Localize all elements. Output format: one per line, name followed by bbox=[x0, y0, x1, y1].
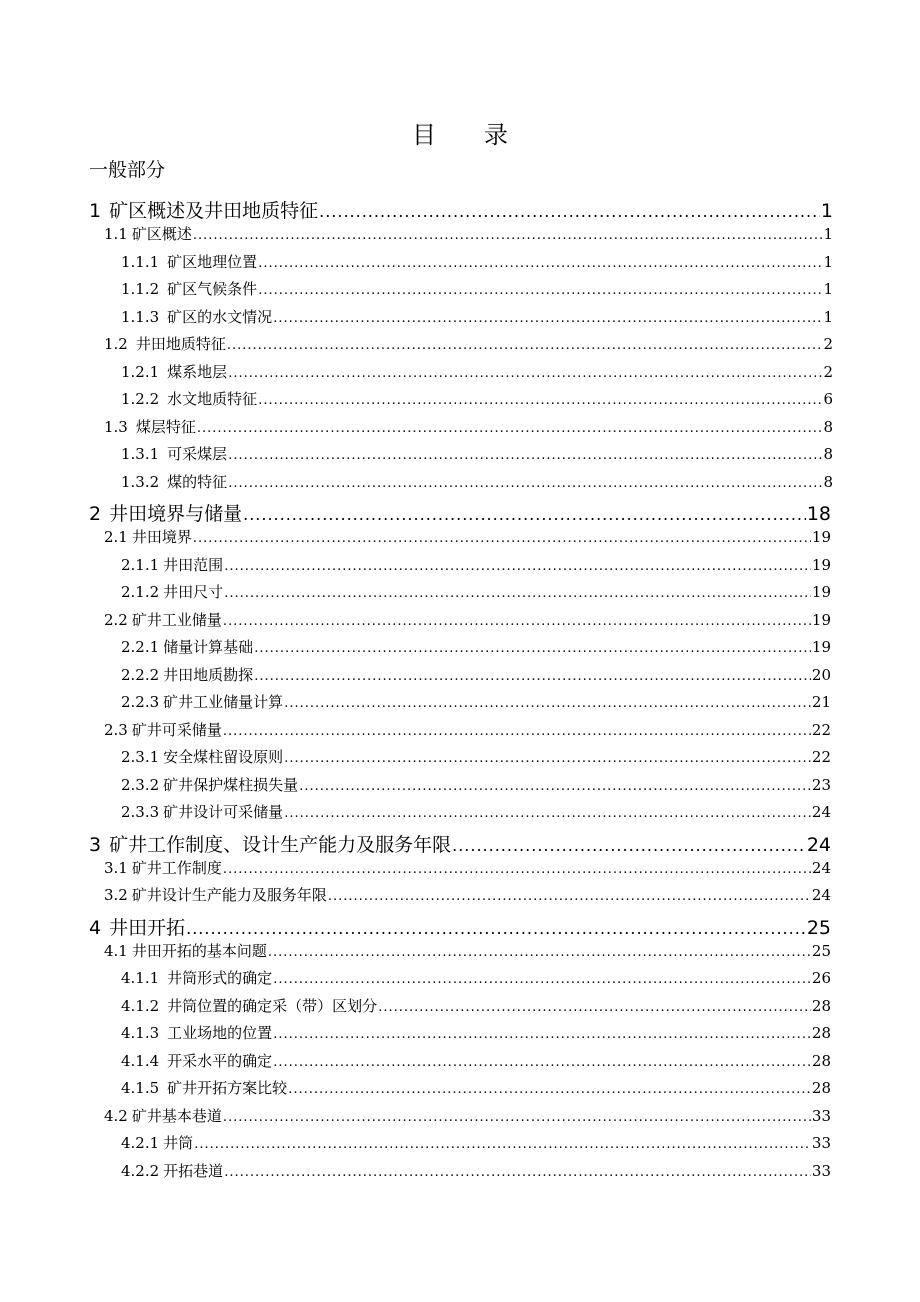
toc-entry-label bbox=[121, 746, 283, 767]
toc-page-number: 1 bbox=[823, 225, 833, 243]
toc-entry-label bbox=[121, 1022, 272, 1043]
toc-entry-title: 井田地质特征 bbox=[135, 335, 226, 353]
toc-entry[interactable] bbox=[121, 1022, 831, 1043]
toc-entry-label bbox=[104, 526, 192, 547]
toc-leader-dots bbox=[299, 779, 811, 794]
toc-entry-title: 井田境界 bbox=[131, 528, 192, 546]
toc-entry[interactable] bbox=[104, 223, 833, 244]
toc-entry-title: 储量计算基础 bbox=[163, 638, 254, 656]
title-char-2: 录 bbox=[484, 121, 508, 149]
toc-entry-number: 2.2 bbox=[104, 610, 128, 629]
toc-entry-number: 1.3.1 bbox=[121, 445, 160, 463]
toc-entry-label bbox=[104, 940, 267, 961]
toc-entry-label bbox=[104, 223, 192, 244]
toc-entry-label bbox=[121, 443, 227, 464]
toc-page-number: 8 bbox=[823, 472, 833, 491]
toc-leader-dots bbox=[254, 669, 811, 684]
toc-entry-label bbox=[121, 636, 253, 657]
toc-entry-title: 矿区概述 bbox=[131, 225, 192, 243]
toc-entry-title: 矿井工作制度、设计生产能力及服务年限 bbox=[109, 833, 452, 856]
toc-entry-label bbox=[121, 801, 283, 822]
toc-page-number: 24 bbox=[811, 803, 831, 821]
toc-entry-number: 4.1.1 bbox=[121, 969, 160, 987]
toc-leader-dots bbox=[284, 751, 811, 766]
toc-entry-label bbox=[104, 857, 222, 878]
toc-page-number: 22 bbox=[811, 748, 831, 766]
toc-leader-dots bbox=[328, 889, 811, 904]
toc-entry-title: 矿井基本巷道 bbox=[131, 1106, 222, 1125]
toc-entry-number: 2.1 bbox=[104, 528, 128, 546]
toc-page-number: 19 bbox=[811, 528, 831, 546]
toc-leader-dots bbox=[224, 559, 811, 574]
toc-entry[interactable] bbox=[104, 1105, 831, 1126]
toc-page-number: 1 bbox=[820, 200, 833, 222]
toc-entry[interactable] bbox=[104, 884, 831, 905]
toc-leader-dots bbox=[193, 228, 823, 243]
toc-leader-dots bbox=[288, 1082, 811, 1097]
toc-entry-title: 矿区的水文情况 bbox=[167, 307, 273, 326]
toc-page-number: 24 bbox=[811, 886, 831, 904]
toc-leader-dots bbox=[224, 586, 811, 601]
toc-entry-title: 井田开拓的基本问题 bbox=[131, 941, 267, 960]
toc-entry-title: 矿区概述及井田地质特征 bbox=[109, 200, 319, 222]
toc-entry[interactable] bbox=[121, 746, 831, 767]
toc-entry-title: 矿区地理位置 bbox=[167, 252, 258, 271]
toc-entry-number: 1.3.2 bbox=[121, 472, 160, 491]
toc-page-number: 28 bbox=[811, 1051, 831, 1070]
toc-page-number: 33 bbox=[811, 1106, 831, 1125]
toc-page-number: 26 bbox=[811, 969, 831, 987]
toc-entry[interactable] bbox=[121, 636, 831, 657]
toc-page-number: 22 bbox=[811, 720, 831, 739]
toc-page-number: 19 bbox=[811, 555, 831, 574]
toc-leader-dots bbox=[228, 476, 822, 491]
toc-entry[interactable] bbox=[121, 278, 833, 299]
toc-leader-dots bbox=[243, 505, 806, 524]
toc-entry[interactable] bbox=[89, 830, 831, 857]
toc-entry-label bbox=[89, 499, 242, 526]
toc-entry-number: 1.2.1 bbox=[121, 362, 160, 381]
toc-leader-dots bbox=[228, 448, 822, 463]
toc-entry-label bbox=[121, 1160, 223, 1181]
toc-entry-label bbox=[121, 1077, 287, 1098]
toc-page-number: 24 bbox=[806, 833, 831, 856]
toc-entry[interactable] bbox=[121, 1050, 831, 1071]
toc-entry-label bbox=[104, 416, 196, 437]
toc-entry-number: 2.3.2 bbox=[121, 775, 160, 794]
toc-entry-label bbox=[121, 554, 223, 575]
toc-entry-label bbox=[104, 609, 222, 630]
toc-entry-label bbox=[121, 306, 272, 327]
toc-entry-label bbox=[104, 719, 222, 740]
toc-leader-dots bbox=[254, 641, 811, 656]
toc-entry[interactable] bbox=[121, 967, 831, 988]
toc-entry-title: 开拓巷道 bbox=[163, 1161, 224, 1180]
toc-entry[interactable] bbox=[104, 857, 831, 878]
toc-entry-title: 井筒形式的确定 bbox=[167, 969, 273, 987]
toc-entry-number: 4 bbox=[89, 916, 102, 939]
toc-entry-label bbox=[104, 884, 327, 905]
toc-entry-number: 4.1.3 bbox=[121, 1024, 160, 1042]
toc-leader-dots bbox=[228, 366, 822, 381]
toc-entry-number: 1.1.2 bbox=[121, 280, 160, 298]
toc-entry[interactable] bbox=[121, 306, 833, 327]
toc-leader-dots bbox=[268, 945, 811, 960]
toc-entry-title: 矿井设计生产能力及服务年限 bbox=[131, 886, 327, 904]
toc-entry-number: 4.2.2 bbox=[121, 1161, 160, 1180]
toc-leader-dots bbox=[273, 1027, 811, 1042]
toc-entry-number: 1.3 bbox=[104, 417, 128, 436]
toc-leader-dots bbox=[223, 724, 811, 739]
toc-entry-title: 井筒位置的确定采（带）区划分 bbox=[167, 996, 378, 1015]
toc-entry-title: 矿井保护煤柱损失量 bbox=[163, 775, 299, 794]
toc-entry-label bbox=[121, 967, 272, 988]
toc-entry-number: 3.1 bbox=[104, 858, 128, 877]
toc-leader-dots bbox=[258, 256, 822, 271]
page-title bbox=[0, 115, 920, 150]
toc-entry-number: 4.1.4 bbox=[121, 1051, 160, 1070]
toc-entry-title: 井田尺寸 bbox=[163, 583, 224, 601]
toc-entry-number: 1.1 bbox=[104, 225, 128, 243]
toc-entry-title: 可采煤层 bbox=[167, 445, 228, 463]
toc-leader-dots bbox=[273, 972, 811, 987]
toc-entry-number: 2.1.1 bbox=[121, 555, 160, 574]
toc-leader-dots bbox=[258, 393, 822, 408]
toc-entry-label bbox=[121, 691, 283, 712]
toc-entry-title: 矿井工作制度 bbox=[131, 858, 222, 877]
toc-entry-number: 3 bbox=[89, 833, 102, 856]
toc-leader-dots bbox=[194, 1137, 811, 1152]
toc-entry-title: 矿区气候条件 bbox=[167, 280, 258, 298]
toc-entry[interactable] bbox=[121, 361, 833, 382]
toc-entry-label bbox=[121, 471, 227, 492]
toc-entry[interactable] bbox=[121, 1160, 831, 1181]
toc-entry-title: 矿井开拓方案比较 bbox=[167, 1079, 288, 1097]
toc-entry-number: 4.2.1 bbox=[121, 1134, 160, 1152]
toc-leader-dots bbox=[284, 696, 811, 711]
toc-entry-title: 安全煤柱留设原则 bbox=[163, 748, 284, 766]
toc-entry-label bbox=[121, 581, 223, 602]
toc-entry-title: 煤层特征 bbox=[135, 417, 196, 436]
toc-entry-number: 3.2 bbox=[104, 886, 128, 904]
toc-entry[interactable] bbox=[121, 691, 831, 712]
toc-leader-dots bbox=[223, 614, 811, 629]
toc-page-number: 1 bbox=[823, 307, 833, 326]
toc-entry-number: 2.1.2 bbox=[121, 583, 160, 601]
toc-page-number: 20 bbox=[811, 665, 831, 684]
toc-page-number: 28 bbox=[811, 1024, 831, 1042]
toc-page-number: 28 bbox=[811, 1079, 831, 1097]
toc-entry[interactable] bbox=[121, 801, 831, 822]
toc-entry[interactable] bbox=[104, 333, 833, 354]
toc-leader-dots bbox=[258, 283, 822, 298]
toc-entry-title: 矿井工业储量 bbox=[131, 610, 222, 629]
toc-entry[interactable] bbox=[89, 499, 831, 526]
title-char-1: 目 bbox=[412, 121, 436, 149]
toc-leader-dots bbox=[319, 202, 820, 221]
toc-entry-title: 井筒 bbox=[163, 1134, 194, 1152]
toc-entry-number: 2.2.3 bbox=[121, 693, 160, 711]
toc-page-number: 25 bbox=[806, 916, 831, 939]
toc-page-number: 18 bbox=[806, 503, 831, 525]
toc-entry-number: 1 bbox=[89, 200, 102, 222]
toc-leader-dots bbox=[273, 311, 822, 326]
toc-entry[interactable] bbox=[121, 1077, 831, 1098]
toc-entry[interactable] bbox=[89, 196, 833, 223]
toc-leader-dots bbox=[224, 1165, 811, 1180]
toc-entry[interactable] bbox=[121, 664, 831, 685]
toc-page-number: 19 bbox=[811, 610, 831, 629]
section-heading: 一般部分 bbox=[89, 159, 166, 181]
toc-entry-label bbox=[89, 830, 451, 857]
toc-page-number: 19 bbox=[811, 583, 831, 601]
toc-entry[interactable] bbox=[121, 1132, 831, 1153]
toc-entry-number: 4.2 bbox=[104, 1106, 128, 1125]
toc-entry-label bbox=[121, 251, 257, 272]
toc-page-number: 23 bbox=[811, 775, 831, 794]
toc-entry-title: 水文地质特征 bbox=[167, 390, 258, 408]
toc-entry-title: 井田开拓 bbox=[109, 916, 186, 939]
toc-entry-number: 4.1.5 bbox=[121, 1079, 160, 1097]
toc-entry-label bbox=[121, 1132, 193, 1153]
toc-leader-dots bbox=[452, 836, 806, 855]
toc-leader-dots bbox=[193, 531, 811, 546]
toc-entry-title: 工业场地的位置 bbox=[167, 1024, 273, 1042]
toc-entry[interactable] bbox=[121, 581, 831, 602]
toc-entry[interactable] bbox=[121, 995, 831, 1016]
toc-entry[interactable] bbox=[104, 609, 831, 630]
toc-leader-dots bbox=[227, 338, 823, 353]
toc-entry[interactable] bbox=[104, 526, 831, 547]
toc-page-number: 28 bbox=[811, 996, 831, 1015]
toc-entry-title: 矿井工业储量计算 bbox=[163, 693, 284, 711]
toc-entry-label bbox=[104, 333, 226, 354]
toc-entry[interactable] bbox=[104, 719, 831, 740]
toc-entry-number: 2.2.1 bbox=[121, 638, 160, 656]
toc-entry-number: 1.2.2 bbox=[121, 390, 160, 408]
toc-entry-number: 2.3.1 bbox=[121, 748, 160, 766]
toc-entry[interactable] bbox=[121, 554, 831, 575]
toc-entry[interactable] bbox=[121, 774, 831, 795]
toc-entry-title: 矿井设计可采储量 bbox=[163, 803, 284, 821]
toc-page-number: 33 bbox=[811, 1134, 831, 1152]
toc-entry-title: 煤系地层 bbox=[167, 362, 228, 381]
toc-entry[interactable] bbox=[89, 913, 831, 940]
toc-entry-number: 2.3 bbox=[104, 720, 128, 739]
toc-entry-title: 煤的特征 bbox=[167, 472, 228, 491]
toc-page-number: 24 bbox=[811, 858, 831, 877]
toc-entry-number: 1.2 bbox=[104, 335, 128, 353]
toc-page-number: 1 bbox=[823, 280, 833, 298]
toc-entry-title: 井田地质勘探 bbox=[163, 665, 254, 684]
toc-entry[interactable] bbox=[104, 416, 833, 437]
toc-entry-title: 井田范围 bbox=[163, 555, 224, 574]
toc-entry-number: 2.3.3 bbox=[121, 803, 160, 821]
toc-entry-label bbox=[89, 196, 318, 223]
toc-entry-label bbox=[104, 1105, 222, 1126]
toc-entry-number: 4.1 bbox=[104, 941, 128, 960]
toc-entry-label bbox=[121, 361, 227, 382]
toc-leader-dots bbox=[284, 806, 811, 821]
toc-entry-label bbox=[121, 388, 257, 409]
toc-page-number: 25 bbox=[811, 941, 831, 960]
toc-entry[interactable] bbox=[104, 940, 831, 961]
toc-entry-title: 井田境界与储量 bbox=[109, 503, 243, 525]
toc-entry[interactable] bbox=[121, 251, 833, 272]
toc-entry-label bbox=[121, 995, 377, 1016]
toc-page-number: 8 bbox=[823, 445, 833, 463]
toc-entry-number: 1.1.1 bbox=[121, 252, 160, 271]
toc-entry-label bbox=[121, 278, 257, 299]
toc-page-number: 19 bbox=[811, 638, 831, 656]
toc-leader-dots bbox=[197, 421, 823, 436]
toc-leader-dots bbox=[186, 919, 806, 938]
toc-entry-label bbox=[121, 1050, 272, 1071]
toc-entry-title: 矿井可采储量 bbox=[131, 720, 222, 739]
toc-page-number: 1 bbox=[823, 252, 833, 271]
toc-entry-label bbox=[121, 664, 253, 685]
toc-leader-dots bbox=[378, 1000, 811, 1015]
toc-entry[interactable] bbox=[121, 443, 833, 464]
toc-leader-dots bbox=[273, 1055, 811, 1070]
toc-page-number: 21 bbox=[811, 693, 831, 711]
toc-entry-number: 2.2.2 bbox=[121, 665, 160, 684]
toc-entry-number: 4.1.2 bbox=[121, 996, 160, 1015]
toc-entry-title: 开采水平的确定 bbox=[167, 1051, 273, 1070]
toc-page-number: 6 bbox=[823, 390, 833, 408]
toc-page-number: 33 bbox=[811, 1161, 831, 1180]
toc-page-number: 2 bbox=[823, 335, 833, 353]
toc-entry-label bbox=[89, 913, 185, 940]
toc-entry-label bbox=[121, 774, 298, 795]
toc-entry[interactable] bbox=[121, 388, 833, 409]
toc-entry-number: 2 bbox=[89, 503, 102, 525]
toc-leader-dots bbox=[223, 1110, 811, 1125]
toc-entry[interactable] bbox=[121, 471, 833, 492]
toc-leader-dots bbox=[223, 862, 811, 877]
toc-entry-number: 1.1.3 bbox=[121, 307, 160, 326]
toc-page-number: 2 bbox=[823, 362, 833, 381]
toc-page-number: 8 bbox=[823, 417, 833, 436]
